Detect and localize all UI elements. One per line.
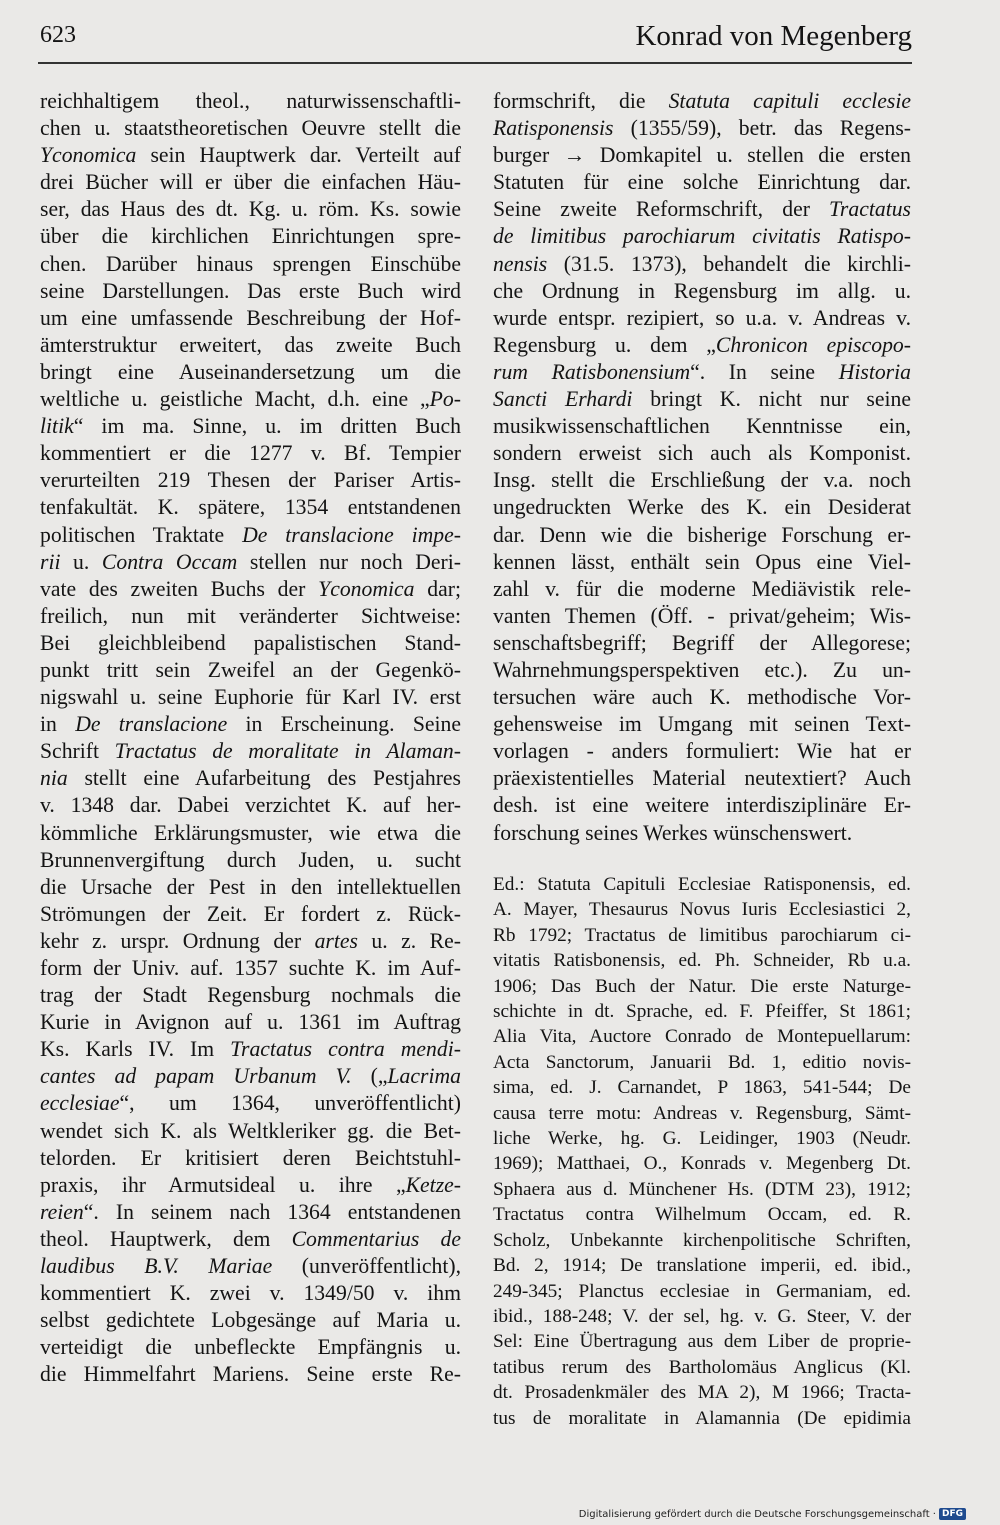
text-line: burger → Domkapitel u. stellen die ersten [493, 143, 911, 168]
text-line: liche Werke, hg. G. Leidinger, 1903 (Neudr. [493, 1128, 911, 1150]
text-line: laudibus B.V. Mariae (unveröffentlicht), [40, 1254, 461, 1279]
text-line: 249-345; Planctus ecclesiae in Germaniam, ed. [493, 1280, 911, 1302]
text-line: dt. Prosadenkmäler des MA 2), M 1966; Tracta- [493, 1382, 911, 1404]
text-line: Regensburg u. dem „Chronicon episcopo- [493, 332, 911, 357]
text-line: kennen lässt, enthält sein Opus eine Viel- [493, 549, 911, 574]
text-line: freilich, nun mit veränderter Sichtweise: [40, 603, 461, 628]
text-line: desh. ist eine weitere interdisziplinäre Er- [493, 793, 911, 818]
text-line: causa terre motu: Andreas v. Regensburg, Sämt- [493, 1102, 911, 1124]
text-line: über die kirchlichen Einrichtungen spre- [40, 224, 461, 249]
text-line: Statuten für eine solche Einrichtung dar. [493, 170, 911, 195]
text-line: Brunnenvergiftung durch Juden, u. sucht [40, 847, 461, 872]
text-line: praxis, ihr Armutsideal u. ihre „Ketze- [40, 1172, 461, 1197]
text-line: 1969); Matthaei, O., Konrads v. Megenberg Dt. [493, 1153, 911, 1175]
text-line: politischen Traktate De translacione impe- [40, 522, 461, 547]
text-line: Sancti Erhardi bringt K. nicht nur seine [493, 387, 911, 412]
right-column [493, 88, 911, 847]
text-line: verurteilten 219 Thesen der Pariser Artis- [40, 468, 461, 493]
text-line: schichte in dt. Sprache, ed. F. Pfeiffer, St 1861; [493, 1001, 911, 1023]
text-line: reien“. In seinem nach 1364 entstandenen [40, 1199, 461, 1224]
text-line: vanten Themen (Öff. - privat/geheim; Wis- [493, 603, 911, 628]
text-line: nensis (31.5. 1373), behandelt die kirchli- [493, 251, 911, 276]
text-line: nigswahl u. seine Euphorie für Karl IV. erst [40, 685, 461, 710]
text-line: die Ursache der Pest in den intellektuellen [40, 874, 461, 899]
text-line: die Himmelfahrt Mariens. Seine erste Re- [40, 1362, 461, 1387]
text-line: che Ordnung in Regensburg im allg. u. [493, 278, 911, 303]
text-line: Seine zweite Reformschrift, der Tractatus [493, 197, 911, 222]
page-number: 623 [40, 22, 76, 48]
text-line: Ks. Karls IV. Im Tractatus contra mendi- [40, 1037, 461, 1062]
text-line: wendet sich K. als Weltkleriker gg. die Bet- [40, 1118, 461, 1143]
text-line: tus de moralitate in Alamannia (De epidimia [493, 1407, 911, 1429]
footer [579, 1508, 966, 1520]
text-line: sondern erweist sich auch als Komponist. [493, 441, 911, 466]
text-line: Sel: Eine Übertragung aus dem Liber de proprie- [493, 1331, 911, 1353]
text-line: trag der Stadt Regensburg nochmals die [40, 983, 461, 1008]
text-line: Tractatus contra Wilhelmum Occam, ed. R. [493, 1204, 911, 1226]
text-line: Strömungen der Zeit. Er fordert z. Rück- [40, 901, 461, 926]
text-line: tatibus rerum des Bartholomäus Anglicus (Kl. [493, 1356, 911, 1378]
text-line: um eine umfassende Beschreibung der Hof- [40, 305, 461, 330]
text-line: Rb 1792; Tractatus de limitibus parochiarum ci- [493, 924, 911, 946]
text-line: sima, ed. J. Carnandet, P 1863, 541-544; De [493, 1077, 911, 1099]
text-line: kommentiert K. zwei v. 1349/50 v. ihm [40, 1281, 461, 1306]
text-line: präexistentielles Material neutextiert? Auch [493, 766, 911, 791]
text-line: weltliche u. geistliche Macht, d.h. eine „Po- [40, 387, 461, 412]
text-line: gehensweise im Umgang mit seinen Text- [493, 712, 911, 737]
text-line: Alia Vita, Auctore Conrado de Montepuellarum: [493, 1026, 911, 1048]
text-line: tenfakultät. K. spätere, 1354 entstandenen [40, 495, 461, 520]
text-line: Schrift Tractatus de moralitate in Alaman- [40, 739, 462, 764]
text-line: Insg. stellt die Erschließung der v.a. noch [493, 468, 911, 493]
text-line: dar. Denn wie die bisherige Forschung er- [493, 522, 911, 547]
header-rule [38, 62, 912, 64]
text-line: selbst gedichtete Lobgesänge auf Maria u. [40, 1308, 461, 1333]
text-line: verteidigt die unbefleckte Empfängnis u. [40, 1335, 461, 1360]
text-line: A. Mayer, Thesaurus Novus Iuris Ecclesiastici 2, [493, 899, 911, 921]
text-line: Yconomica sein Hauptwerk dar. Verteilt auf [40, 143, 461, 168]
text-line: ser, das Haus des dt. Kg. u. röm. Ks. sowie [40, 197, 461, 222]
left-column [40, 88, 461, 1389]
text-line: senschaftsbegriff; Begriff der Allegorese; [493, 630, 911, 655]
text-line: vitatis Ratisbonensis, ed. Ph. Schneider, Rb u.a. [493, 950, 911, 972]
text-line: ungedruckten Werke des K. ein Desiderat [493, 495, 911, 520]
text-line: in De translacione in Erscheinung. Seine [40, 712, 462, 737]
text-line: forschung seines Werkes wünschenswert. [493, 820, 853, 845]
text-line: chen. Darüber hinaus sprengen Einschübe [40, 251, 461, 276]
running-title: Konrad von Megenberg [635, 20, 912, 52]
text-line: reichhaltigem theol., naturwissenschaftli- [40, 89, 461, 113]
text-line: telorden. Er kritisiert deren Beichtstuhl- [40, 1145, 461, 1170]
text-line: vorlagen - anders formuliert: Wie hat er [493, 739, 911, 764]
text-line: drei Bücher will er über die einfachen Häu- [40, 170, 461, 195]
text-line: kömmliche Erklärungsmuster, wie etwa die [40, 820, 461, 845]
text-line: Ratisponensis (1355/59), betr. das Regens- [493, 116, 911, 141]
text-line: de limitibus parochiarum civitatis Ratispo- [493, 224, 911, 249]
text-line: ämterstruktur erweitert, das zweite Buch [40, 332, 461, 357]
text-line: rii u. Contra Occam stellen nur noch Deri- [40, 549, 462, 574]
text-line: wurde entspr. rezipiert, so u.a. v. Andreas v. [493, 305, 911, 330]
text-line: rum Ratisbonensium“. In seine Historia [493, 359, 911, 384]
text-line: litik“ im ma. Sinne, u. im dritten Buch [40, 414, 461, 439]
text-line: bringt eine Auseinandersetzung um die [40, 359, 461, 384]
text-line: formschrift, die Statuta capituli ecclesie [493, 89, 911, 113]
text-line: musikwissenschaftlichen Kenntnisse ein, [493, 414, 911, 439]
text-line: form der Univ. auf. 1357 suchte K. im Auf- [40, 956, 461, 980]
text-line: Kurie in Avignon auf u. 1361 im Auftrag [40, 1010, 461, 1035]
text-line: kommentiert er die 1277 v. Bf. Tempier [40, 441, 461, 466]
text-line: Bei gleichbleibend papalistischen Stand- [40, 630, 461, 655]
text-line: Acta Sanctorum, Januarii Bd. 1, editio novis- [493, 1051, 911, 1073]
footer-text: Digitalisierung gefördert durch die Deutsche Forschungsgemeinschaft · [578, 1508, 936, 1520]
text-line: seine Darstellungen. Das erste Buch wird [40, 278, 461, 303]
bibliography [493, 872, 911, 1431]
text-line: v. 1348 dar. Dabei verzichtet K. auf her- [40, 793, 461, 818]
dfg-logo: DFG [939, 1508, 966, 1520]
text-line: kehr z. urspr. Ordnung der artes u. z. Re- [40, 928, 461, 953]
text-line: chen u. staatstheoretischen Oeuvre stellt die [40, 116, 461, 141]
text-line: ecclesiae“, um 1364, unveröffentlicht) [40, 1091, 461, 1116]
text-line: nia stellt eine Aufarbeitung des Pestjahres [40, 766, 461, 791]
text-line: Sphaera aus d. Münchener Hs. (DTM 23), 1912; [493, 1178, 911, 1200]
text-line: Scholz, Unbekannte kirchenpolitische Schriften, [493, 1229, 911, 1251]
text-line: Wahrnehmungsperspektiven etc.). Zu un- [493, 657, 911, 682]
text-line: Ed.: Statuta Capituli Ecclesiae Ratisponensis, ed. [493, 874, 911, 895]
text-line: ibid., 188-248; V. der sel, hg. v. G. Steer, V. der [493, 1305, 911, 1327]
text-line: vate des zweiten Buchs der Yconomica dar; [40, 576, 461, 601]
text-line: theol. Hauptwerk, dem Commentarius de [40, 1226, 461, 1251]
text-line: 1906; Das Buch der Natur. Die erste Naturge- [493, 975, 911, 997]
text-line: zahl v. für die moderne Mediävistik rele- [493, 576, 911, 601]
text-line: punkt tritt sein Zweifel an der Gegenkö- [40, 657, 461, 682]
text-line: Bd. 2, 1914; De translatione imperii, ed. ibid., [493, 1255, 911, 1277]
text-line: cantes ad papam Urbanum V. („Lacrima [40, 1064, 461, 1089]
text-line: tersuchen wäre auch K. methodische Vor- [493, 685, 911, 710]
